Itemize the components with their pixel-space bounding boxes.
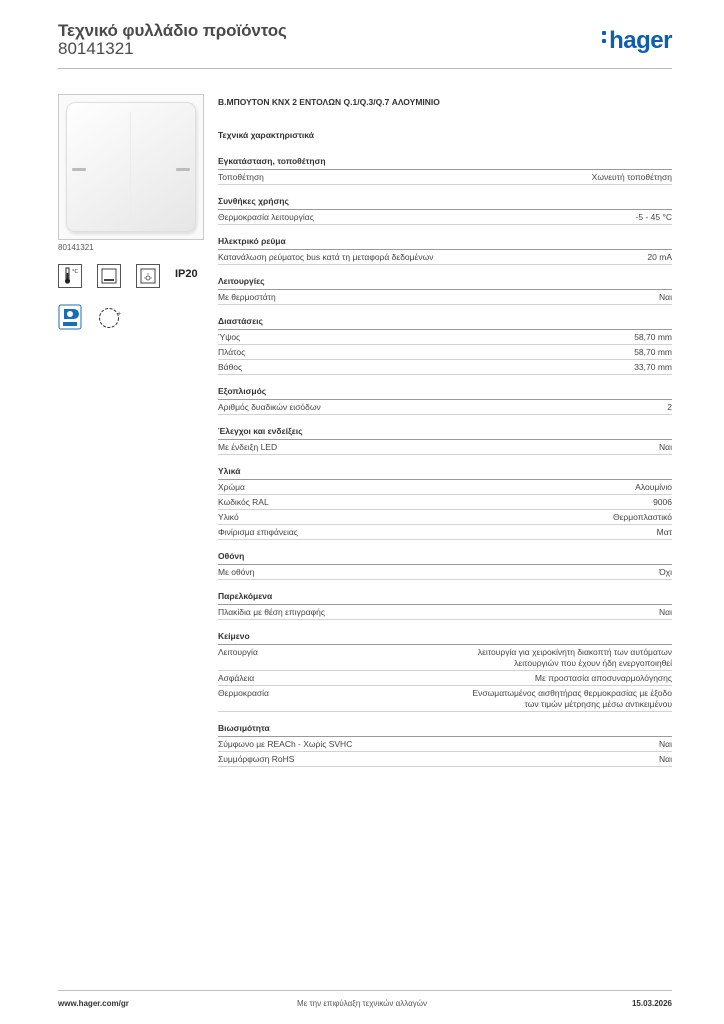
section-title: Βιωσιμότητα xyxy=(218,723,672,737)
spec-label: Κατανάλωση ρεύματος bus κατά τη μεταφορά δεδομένων xyxy=(218,251,434,262)
spec-label: Κωδικός RAL xyxy=(218,496,269,507)
spec-row xyxy=(218,525,672,540)
spec-section xyxy=(218,426,672,455)
spec-value: Θερμοπλαστικό xyxy=(612,511,672,522)
spec-row xyxy=(218,605,672,620)
spec-row xyxy=(218,565,672,580)
spec-section xyxy=(218,316,672,375)
section-title: Υλικά xyxy=(218,466,672,480)
spec-value: 20 mA xyxy=(647,251,672,262)
spec-value: Ναι xyxy=(659,606,672,617)
spec-row xyxy=(218,686,672,712)
svg-text:+: + xyxy=(117,311,122,317)
spec-row xyxy=(218,495,672,510)
spec-label: Θερμοκρασία xyxy=(218,687,269,698)
section-title: Συνθήκες χρήσης xyxy=(218,196,672,210)
spec-section xyxy=(218,196,672,225)
spec-row xyxy=(218,510,672,525)
spec-value: Αλουμίνιο xyxy=(635,481,672,492)
spec-label: Αριθμός δυαδικών εισόδων xyxy=(218,401,321,412)
spec-row xyxy=(218,360,672,375)
spec-value: Όχι xyxy=(659,566,672,577)
spec-section xyxy=(218,591,672,620)
spec-value: Ενσωματωμένος αισθητήρας θερμοκρασίας με έξοδο των τιμών μέτρησης μέσω αντικειμένου xyxy=(472,687,672,709)
image-caption: 80141321 xyxy=(58,243,94,252)
reach-compliance-icon xyxy=(97,306,121,330)
flush-mount-icon xyxy=(97,264,121,288)
spec-value: Ματ xyxy=(656,526,672,537)
led-left xyxy=(72,168,86,171)
spec-value: Ναι xyxy=(659,738,672,749)
spec-value: 9006 xyxy=(653,496,672,507)
spec-section xyxy=(218,466,672,540)
led-indicator-icon xyxy=(136,264,160,288)
spec-label: Πλάτος xyxy=(218,346,246,357)
section-title: Κείμενο xyxy=(218,631,672,645)
spec-label: Θερμοκρασία λειτουργίας xyxy=(218,211,314,222)
spec-section xyxy=(218,551,672,580)
spec-value: 58,70 mm xyxy=(634,331,672,342)
spec-label: Χρώμα xyxy=(218,481,245,492)
spec-value: Ναι xyxy=(659,441,672,452)
spec-label: Με ένδειξη LED xyxy=(218,441,278,452)
spec-value: Με προστασία αποσυναρμολόγησης xyxy=(534,672,672,683)
spec-row xyxy=(218,671,672,686)
footer-website[interactable]: www.hager.com/gr xyxy=(58,999,129,1008)
spec-label: Υλικό xyxy=(218,511,239,522)
knx-logo-icon xyxy=(58,304,82,328)
product-image xyxy=(58,94,204,240)
header-divider xyxy=(58,68,672,69)
spec-row xyxy=(218,480,672,495)
spec-heading: Τεχνικά χαρακτηριστικά xyxy=(218,130,314,140)
hager-logo xyxy=(602,27,672,55)
push-button-plate xyxy=(66,102,196,232)
footer-divider xyxy=(58,990,672,991)
section-title: Λειτουργίες xyxy=(218,276,672,290)
spec-row xyxy=(218,170,672,185)
logo-text: hager xyxy=(609,27,672,54)
section-title: Ηλεκτρικό ρεύμα xyxy=(218,236,672,250)
section-title: Διαστάσεις xyxy=(218,316,672,330)
spec-section xyxy=(218,156,672,185)
section-title: Εξοπλισμός xyxy=(218,386,672,400)
spec-row xyxy=(218,400,672,415)
spec-value: Ναι xyxy=(659,291,672,302)
footer-date: 15.03.2026 xyxy=(631,999,672,1008)
section-title: Έλεγχοι και ενδείξεις xyxy=(218,426,672,440)
spec-table xyxy=(218,156,672,778)
spec-label: Πλακίδια με θέση επιγραφής xyxy=(218,606,325,617)
spec-label: Τοποθέτηση xyxy=(218,171,264,182)
section-title: Παρελκόμενα xyxy=(218,591,672,605)
ip-rating: IP20 xyxy=(175,268,198,280)
led-right xyxy=(176,168,190,171)
spec-label: Με θερμοστάτη xyxy=(218,291,276,302)
spec-section xyxy=(218,631,672,712)
spec-row xyxy=(218,737,672,752)
spec-row xyxy=(218,330,672,345)
spec-label: Φινίρισμα επιφάνειας xyxy=(218,526,298,537)
footer-disclaimer: Με την επιφύλαξη τεχνικών αλλαγών xyxy=(297,999,427,1008)
spec-label: Σύμφωνο με REACh - Χωρίς SVHC xyxy=(218,738,353,749)
spec-section xyxy=(218,236,672,265)
spec-row xyxy=(218,440,672,455)
page-title: Τεχνικό φυλλάδιο προϊόντος xyxy=(58,21,287,40)
temperature-icon xyxy=(58,264,82,288)
spec-value: Ναι xyxy=(659,753,672,764)
spec-section xyxy=(218,723,672,767)
spec-value: Χωνευτή τοποθέτηση xyxy=(591,171,672,182)
svg-text:°C: °C xyxy=(72,269,78,275)
spec-row xyxy=(218,210,672,225)
spec-label: Με οθόνη xyxy=(218,566,255,577)
spec-value: -5 - 45 °C xyxy=(635,211,672,222)
spec-value: λειτουργία για χειροκίνητη διακοπτή των αυτόματων λειτουργιών που έχουν ήδη ενεργοποιηθεί xyxy=(477,646,672,668)
spec-value: 2 xyxy=(667,401,672,412)
spec-value: 58,70 mm xyxy=(634,346,672,357)
spec-row xyxy=(218,645,672,671)
spec-section xyxy=(218,276,672,305)
spec-row xyxy=(218,345,672,360)
spec-label: Βάθος xyxy=(218,361,243,372)
spec-row xyxy=(218,250,672,265)
product-name: Β.ΜΠΟΥΤΟΝ KNX 2 ΕΝΤΟΛΩΝ Q.1/Q.3/Q.7 ΑΛΟΥΜΙΝΙΟ xyxy=(218,97,440,107)
spec-label: Συμμόρφωση RoHS xyxy=(218,753,295,764)
spec-row xyxy=(218,752,672,767)
spec-value: 33,70 mm xyxy=(634,361,672,372)
spec-label: Ύψος xyxy=(218,331,241,342)
button-split-line xyxy=(130,112,131,222)
logo-colon-mark xyxy=(602,27,607,47)
spec-section xyxy=(218,386,672,415)
section-title: Εγκατάσταση, τοποθέτηση xyxy=(218,156,672,170)
product-code: 80141321 xyxy=(58,39,134,58)
spec-label: Ασφάλεια xyxy=(218,672,255,683)
spec-row xyxy=(218,290,672,305)
spec-label: Λειτουργία xyxy=(218,646,258,657)
section-title: Οθόνη xyxy=(218,551,672,565)
